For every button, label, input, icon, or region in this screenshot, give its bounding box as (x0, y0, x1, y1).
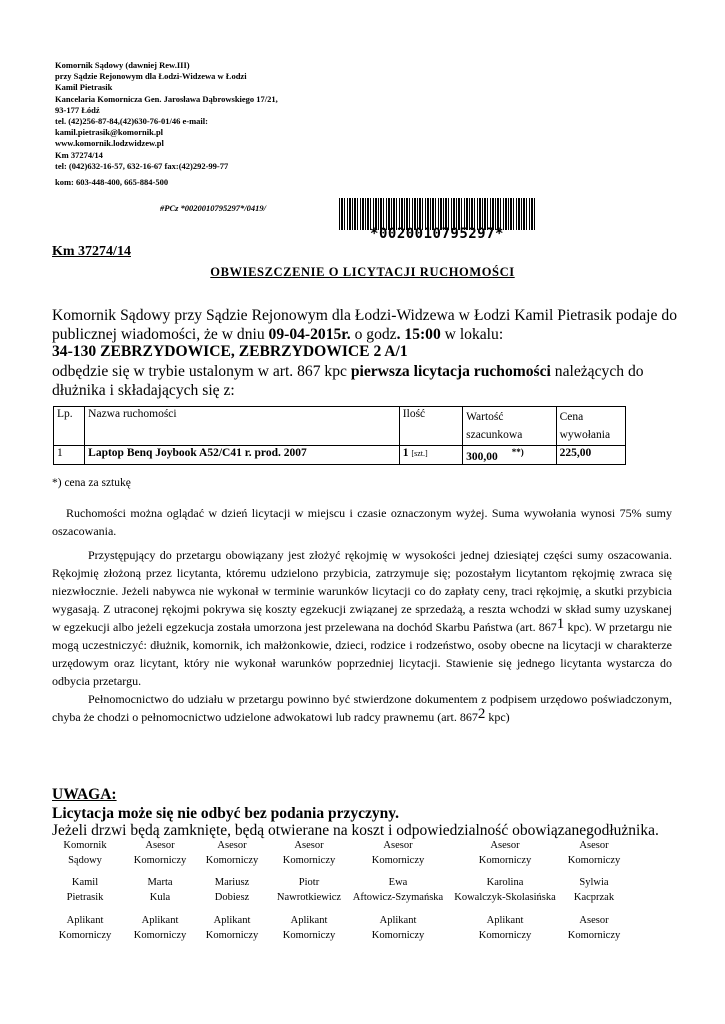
intro-part: w lokalu: (440, 326, 504, 343)
header-lp: Lp. (54, 407, 85, 446)
signature-line: Nawrotkiewicz (276, 892, 342, 903)
value-mark: **) (511, 447, 524, 457)
intro-part: o godz (350, 326, 397, 343)
signature-line: Pietrasik (66, 892, 104, 903)
signature-line: Aplikant (379, 915, 417, 926)
auction-address: 34-130 ZEBRZYDOWICE, ZEBRZYDOWICE 2 A/1 (52, 343, 408, 360)
signature-line: Asesor (383, 840, 413, 851)
header-line: tel: (042)632-16-57, 632-16-67 fax:(42)292-99-77 (55, 160, 229, 171)
signature-line: Komorniczy (282, 855, 336, 866)
signature-line: Aftowicz-Szymańska (352, 892, 444, 903)
qty-value: 1 (402, 447, 409, 459)
superscript: 2 (477, 706, 486, 722)
auction-type: pierwsza licytacja ruchomości (350, 363, 551, 380)
signature-row1-7 (554, 838, 634, 868)
header-line: 93-177 Łódź (55, 104, 100, 115)
header-line: tel. (42)256-87-84,(42)630-76-01/46 e-mail: (55, 116, 208, 127)
intro-text (52, 306, 677, 344)
signature-row1-3 (197, 838, 267, 868)
items-table (53, 406, 626, 465)
signature-line: Karolina (486, 877, 524, 888)
deposit-text: Przystępujący do przetargu obowiązany jest złożyć rękojmię w wysokości jednej dziesiątej części sumy oszacowania. Rękojmię złożoną przez licytanta, któremu udzielono przybicia, zatrzymuje się; pozostałym licytantom rękojmię zwraca się niezwłocznie. Jeżeli nabywca nie wykonał w terminie warunków licytacji co do zapłaty ceny, traci rękojmię, a skutki przybicia wygasają. Z utraconej rękojmi pokrywa się koszty egzekucji związanej ze sprzedażą, a reszta wchodzi w skład sumy uzyskanej w egzekucji albo jeżeli egzekucja została umorzona jest przelewana na dochód Skarbu Państwa (art. 867 (52, 548, 672, 634)
signature-line: Komornik (63, 840, 107, 851)
signature-line: Komorniczy (205, 930, 259, 941)
signature-row3-3 (197, 913, 267, 943)
mode-part: należących do dłużnika i składających się z: (52, 363, 644, 399)
signature-row3-2 (125, 913, 195, 943)
signature-row2-1 (45, 875, 125, 905)
signature-row1-4 (268, 838, 350, 868)
signature-row2-7 (554, 875, 634, 905)
header-line: przy Sądzie Rejonowym dla Łodzi-Widzewa w Łodzi (55, 71, 247, 82)
page-title: OBWIESZCZENIE O LICYTACJI RUCHOMOŚCI (210, 265, 515, 279)
signature-row1-5 (343, 838, 453, 868)
signature-line: Sylwia (579, 877, 609, 888)
signature-line: Piotr (298, 877, 320, 888)
header-line: www.komornik.lodzwidzew.pl (55, 138, 164, 149)
signature-row3-4 (268, 913, 350, 943)
signature-row2-2 (125, 875, 195, 905)
intro-part: Komornik Sądowy przy Sądzie Rejonowym dla Łodzi-Widzewa w Łodzi Kamil Pietrasik podaje do publicznej wiadomości, że w dniu (52, 307, 677, 343)
signature-line: Kowalczyk-Skolasińska (454, 892, 556, 903)
signature-line: Aplikant (213, 915, 251, 926)
table-row (54, 446, 626, 465)
qty-unit: [szt.] (411, 449, 428, 458)
signature-line: Komorniczy (205, 855, 259, 866)
signature-line: Asesor (217, 840, 247, 851)
signature-line: Komorniczy (371, 855, 425, 866)
signature-line: Aplikant (66, 915, 104, 926)
signature-line: Sądowy (68, 855, 102, 866)
attorney-text: kpc) (485, 710, 510, 724)
header-qty: Ilość (399, 407, 462, 446)
auction-time: . 15:00 (396, 326, 441, 343)
signature-line: Marta (147, 877, 173, 888)
superscript: 1 (556, 616, 565, 632)
header-name: Nazwa ruchomości (85, 407, 400, 446)
signature-line: Komorniczy (567, 855, 621, 866)
signature-line: Kacprzak (573, 892, 615, 903)
signature-row1-2 (125, 838, 195, 868)
cell-name: Laptop Benq Joybook A52/C41 r. prod. 2007 (85, 446, 400, 465)
cell-value (463, 446, 556, 465)
signature-line: Asesor (294, 840, 324, 851)
paragraph-viewing: Ruchomości można oglądać w dzień licytacji w miejscu i czasie oznaczonym wyżej. Suma wywołania wynosi 75% sumy oszacowania. (52, 506, 672, 538)
signature-line: Aplikant (290, 915, 328, 926)
signature-row3-7 (554, 913, 634, 943)
table-header-row (54, 407, 626, 446)
signature-row3-5 (343, 913, 453, 943)
cell-lp: 1 (54, 446, 85, 465)
attorney-text: Pełnomocnictwo do udziału w przetargu powinno być stwierdzone dokumentem z podpisem urzędowo poświadczonym, chyba że chodzi o pełnomocnictwo udzielone adwokatowi lub radcy prawnemu (art. 867 (52, 692, 672, 724)
value-amount: 300,00 (466, 450, 498, 463)
signature-line: Mariusz (214, 877, 250, 888)
signature-line: Komorniczy (133, 855, 187, 866)
signature-line: Kamil (71, 877, 99, 888)
cell-price: 225,00 (556, 446, 625, 465)
pcz-code: #PCz *0020010795297*/0419/ (160, 203, 267, 213)
paragraph-deposit (52, 546, 672, 690)
signature-row1-6 (445, 838, 565, 868)
auction-date: 09-04-2015r. (268, 326, 351, 343)
mode-part: odbędzie się w trybie ustalonym w art. 867 kpc (52, 363, 351, 380)
signature-line: Aplikant (486, 915, 524, 926)
signature-line: Asesor (145, 840, 175, 851)
header-value: Wartość szacunkowa (463, 407, 556, 446)
header-line: kamil.pietrasik@komornik.pl (55, 127, 164, 138)
signature-row2-5 (343, 875, 453, 905)
signature-line: Komorniczy (133, 930, 187, 941)
case-number: Km 37274/14 (52, 244, 131, 259)
signature-row3-1 (45, 913, 125, 943)
signature-line: Asesor (490, 840, 520, 851)
signature-line: Komorniczy (58, 930, 112, 941)
bailiff-header (55, 60, 345, 188)
cell-qty (399, 446, 462, 465)
signature-line: Komorniczy (478, 930, 532, 941)
signature-row1-1 (45, 838, 125, 868)
header-line: Kancelaria Komornicza Gen. Jarosława Dąbrowskiego 17/21, (55, 93, 278, 104)
auction-mode-text (52, 362, 677, 400)
header-price: Cena wywołania (556, 407, 625, 446)
header-line: Komornik Sądowy (dawniej Rew.III) (55, 60, 190, 70)
signature-line: Aplikant (141, 915, 179, 926)
signature-row2-3 (197, 875, 267, 905)
signature-line: Komorniczy (282, 930, 336, 941)
footnote: *) cena za sztukę (52, 477, 131, 489)
signature-line: Asesor (579, 915, 609, 926)
paragraph-power-of-attorney (52, 690, 672, 726)
signature-line: Komorniczy (371, 930, 425, 941)
notice-label: UWAGA: (52, 786, 117, 803)
header-line: Kamil Pietrasik (55, 82, 113, 93)
signature-row3-6 (445, 913, 565, 943)
signature-row2-6 (445, 875, 565, 905)
barcode-text: *0020010795297* (370, 226, 504, 242)
signature-line: Ewa (388, 877, 408, 888)
header-line: Km 37274/14 (55, 149, 103, 160)
deposit-text: kpc). W przetargu nie mogą uczestniczyć: dłużnik, komornik, ich małżonkowie, dzieci, rodzice i rodzeństwo, osoby obecne na licytacji w charakterze urzędowym oraz licytant, który nie wykonał warunków poprzedniej licytacji. Stawienie się jednego licytanta wystarcza do odbycia przetargu. (52, 620, 672, 688)
signature-line: Asesor (579, 840, 609, 851)
signature-line: Komorniczy (478, 855, 532, 866)
signature-row2-4 (268, 875, 350, 905)
signature-line: Komorniczy (567, 930, 621, 941)
signature-line: Kula (149, 892, 171, 903)
notice-line-2: Jeżeli drzwi będą zamknięte, będą otwierane na koszt i odpowiedzialność obowiązanegodłużnika. (52, 822, 659, 839)
header-kom: kom: 603-448-400, 665-884-500 (55, 177, 169, 188)
notice-line-1: Licytacja może się nie odbyć bez podania przyczyny. (52, 805, 399, 822)
signature-line: Dobiesz (214, 892, 250, 903)
